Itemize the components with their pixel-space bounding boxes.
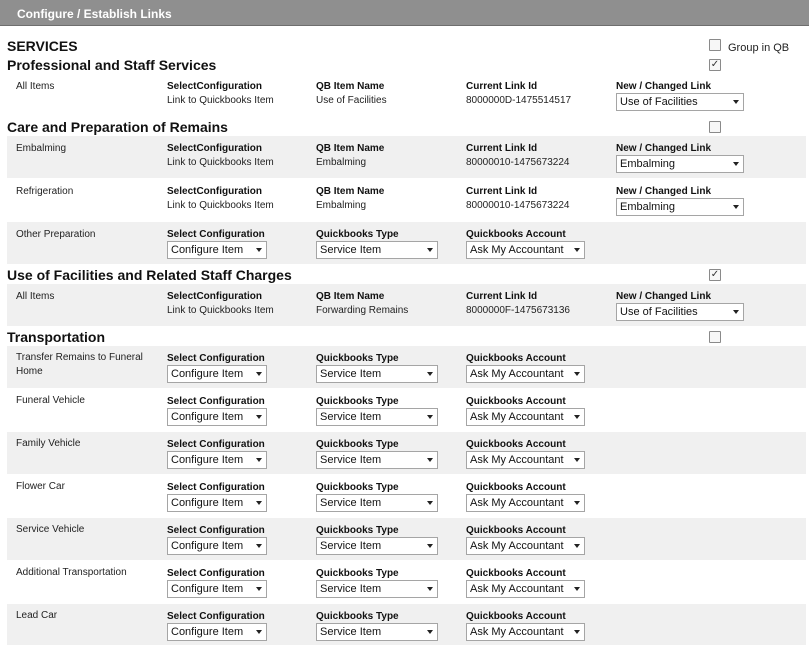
configuration-select[interactable] xyxy=(167,365,267,383)
chevron-down-icon xyxy=(256,544,262,548)
chevron-down-icon xyxy=(733,162,739,166)
new-link-select[interactable] xyxy=(616,303,744,321)
quickbooks-type-select[interactable] xyxy=(316,241,438,259)
quickbooks-account-header: Quickbooks Account xyxy=(466,229,566,240)
configuration-select-value: Configure Item xyxy=(171,244,244,256)
qb-item-name-header: QB Item Name xyxy=(316,143,385,154)
qb-item-name-header: QB Item Name xyxy=(316,291,385,302)
table-row xyxy=(7,136,806,178)
chevron-down-icon xyxy=(256,372,262,376)
item-name: Embalming xyxy=(16,143,67,154)
configuration-select-value: Configure Item xyxy=(171,626,244,638)
quickbooks-type-header: Quickbooks Type xyxy=(316,482,399,493)
table-row xyxy=(7,346,806,388)
current-link-id-value: 80000010-1475673224 xyxy=(466,200,570,211)
chevron-down-icon xyxy=(574,630,580,634)
quickbooks-account-header: Quickbooks Account xyxy=(466,396,566,407)
new-link-select[interactable] xyxy=(616,93,744,111)
section-group-checkbox-use-of-facilities[interactable]: ✓ xyxy=(710,269,720,280)
chevron-down-icon xyxy=(733,205,739,209)
select-configuration-header: Select Configuration xyxy=(167,439,265,450)
table-row xyxy=(7,222,806,264)
chevron-down-icon xyxy=(427,415,433,419)
chevron-down-icon xyxy=(427,372,433,376)
quickbooks-account-select[interactable] xyxy=(466,494,585,512)
configuration-select[interactable] xyxy=(167,494,267,512)
table-row xyxy=(7,432,806,474)
quickbooks-type-select[interactable] xyxy=(316,408,438,426)
chevron-down-icon xyxy=(427,458,433,462)
chevron-down-icon xyxy=(256,587,262,591)
table-row xyxy=(7,179,806,221)
new-changed-link-header: New / Changed Link xyxy=(616,81,712,92)
chevron-down-icon xyxy=(256,630,262,634)
quickbooks-type-header: Quickbooks Type xyxy=(316,353,399,364)
chevron-down-icon xyxy=(256,248,262,252)
quickbooks-type-header: Quickbooks Type xyxy=(316,396,399,407)
chevron-down-icon xyxy=(574,501,580,505)
chevron-down-icon xyxy=(256,501,262,505)
table-row xyxy=(7,284,806,326)
quickbooks-account-select[interactable] xyxy=(466,408,585,426)
table-row xyxy=(7,518,806,560)
qb-item-name-value: Embalming xyxy=(316,157,367,168)
current-link-id-header: Current Link Id xyxy=(466,291,538,302)
quickbooks-type-select-value: Service Item xyxy=(320,454,382,466)
quickbooks-type-header: Quickbooks Type xyxy=(316,525,399,536)
quickbooks-account-header: Quickbooks Account xyxy=(466,353,566,364)
select-configuration-header: SelectConfiguration xyxy=(167,81,263,92)
table-row xyxy=(7,561,806,603)
quickbooks-account-header: Quickbooks Account xyxy=(466,568,566,579)
item-name: Funeral Vehicle xyxy=(16,395,85,406)
item-name: Other Preparation xyxy=(16,229,96,240)
quickbooks-account-select[interactable] xyxy=(466,580,585,598)
quickbooks-type-select-value: Service Item xyxy=(320,583,382,595)
quickbooks-account-select-value: Ask My Accountant xyxy=(470,244,564,256)
new-link-select-value: Embalming xyxy=(620,201,676,213)
current-link-id-value: 80000010-1475673224 xyxy=(466,157,570,168)
new-link-select[interactable] xyxy=(616,155,744,173)
qb-item-name-value: Embalming xyxy=(316,200,367,211)
chevron-down-icon xyxy=(427,501,433,505)
item-name: Transfer Remains to Funeral Home xyxy=(16,352,143,377)
quickbooks-account-select[interactable] xyxy=(466,451,585,469)
table-row xyxy=(7,389,806,431)
chevron-down-icon xyxy=(574,458,580,462)
configuration-select-value: Configure Item xyxy=(171,454,244,466)
new-link-select-value: Embalming xyxy=(620,158,676,170)
current-link-id-value: 8000000F-1475673136 xyxy=(466,305,570,316)
select-configuration-header: Select Configuration xyxy=(167,482,265,493)
quickbooks-type-select-value: Service Item xyxy=(320,368,382,380)
section-group-checkbox-transportation[interactable] xyxy=(709,331,721,343)
group-in-qb-label: Group in QB xyxy=(728,42,790,54)
item-name: Refrigeration xyxy=(16,186,74,197)
configuration-value: Link to Quickbooks Item xyxy=(167,305,274,316)
quickbooks-type-header: Quickbooks Type xyxy=(316,611,399,622)
chevron-down-icon xyxy=(427,587,433,591)
configuration-select[interactable] xyxy=(167,623,267,641)
current-link-id-header: Current Link Id xyxy=(466,81,538,92)
qb-item-name-value: Forwarding Remains xyxy=(316,305,409,316)
quickbooks-account-select-value: Ask My Accountant xyxy=(470,626,564,638)
quickbooks-type-select-value: Service Item xyxy=(320,540,382,552)
quickbooks-account-select-value: Ask My Accountant xyxy=(470,411,564,423)
configuration-select[interactable] xyxy=(167,241,267,259)
item-name: All Items xyxy=(16,81,55,92)
chevron-down-icon xyxy=(427,544,433,548)
item-name: Service Vehicle xyxy=(16,524,85,535)
chevron-down-icon xyxy=(574,372,580,376)
new-link-select-value: Use of Facilities xyxy=(620,96,698,108)
quickbooks-account-header: Quickbooks Account xyxy=(466,611,566,622)
chevron-down-icon xyxy=(427,630,433,634)
quickbooks-type-header: Quickbooks Type xyxy=(316,229,399,240)
select-configuration-header: SelectConfiguration xyxy=(167,186,263,197)
qb-item-name-value: Use of Facilities xyxy=(316,95,387,106)
quickbooks-type-select[interactable] xyxy=(316,580,438,598)
quickbooks-account-select-value: Ask My Accountant xyxy=(470,497,564,509)
quickbooks-type-select[interactable] xyxy=(316,365,438,383)
quickbooks-type-select-value: Service Item xyxy=(320,411,382,423)
item-name: Lead Car xyxy=(16,610,58,621)
new-link-select[interactable] xyxy=(616,198,744,216)
current-link-id-header: Current Link Id xyxy=(466,143,538,154)
table-row xyxy=(7,475,806,517)
chevron-down-icon xyxy=(256,458,262,462)
chevron-down-icon xyxy=(733,100,739,104)
quickbooks-type-select[interactable] xyxy=(316,537,438,555)
configuration-select[interactable] xyxy=(167,580,267,598)
select-configuration-header: SelectConfiguration xyxy=(167,291,263,302)
quickbooks-account-select-value: Ask My Accountant xyxy=(470,583,564,595)
section-group-checkbox-professional-staff-services[interactable]: ✓ xyxy=(710,59,720,70)
window-title-bar xyxy=(0,0,809,26)
select-configuration-header: Select Configuration xyxy=(167,396,265,407)
configuration-select-value: Configure Item xyxy=(171,583,244,595)
quickbooks-account-header: Quickbooks Account xyxy=(466,482,566,493)
services-title: SERVICES xyxy=(7,38,78,54)
chevron-down-icon xyxy=(574,587,580,591)
configuration-value: Link to Quickbooks Item xyxy=(167,200,274,211)
current-link-id-value: 8000000D-1475514517 xyxy=(466,95,572,106)
select-configuration-header: Select Configuration xyxy=(167,611,265,622)
quickbooks-account-header: Quickbooks Account xyxy=(466,439,566,450)
item-name: Additional Transportation xyxy=(16,567,127,578)
window-title: Configure / Establish Links xyxy=(17,7,172,21)
quickbooks-account-select[interactable] xyxy=(466,241,585,259)
configuration-value: Link to Quickbooks Item xyxy=(167,157,274,168)
configuration-select-value: Configure Item xyxy=(171,540,244,552)
quickbooks-type-header: Quickbooks Type xyxy=(316,568,399,579)
table-row xyxy=(7,604,806,645)
quickbooks-type-select-value: Service Item xyxy=(320,626,382,638)
quickbooks-account-select[interactable] xyxy=(466,537,585,555)
configuration-select-value: Configure Item xyxy=(171,411,244,423)
quickbooks-type-select[interactable] xyxy=(316,623,438,641)
new-changed-link-header: New / Changed Link xyxy=(616,291,712,302)
item-name: Flower Car xyxy=(16,481,65,492)
chevron-down-icon xyxy=(574,544,580,548)
select-configuration-header: Select Configuration xyxy=(167,229,265,240)
chevron-down-icon xyxy=(574,248,580,252)
quickbooks-account-select-value: Ask My Accountant xyxy=(470,454,564,466)
quickbooks-account-select[interactable] xyxy=(466,623,585,641)
select-configuration-header: Select Configuration xyxy=(167,353,265,364)
select-configuration-header: Select Configuration xyxy=(167,568,265,579)
table-row xyxy=(7,76,806,118)
configuration-select[interactable] xyxy=(167,451,267,469)
qb-item-name-header: QB Item Name xyxy=(316,81,385,92)
chevron-down-icon xyxy=(574,415,580,419)
item-name: Family Vehicle xyxy=(16,438,81,449)
configuration-select[interactable] xyxy=(167,537,267,555)
qb-item-name-header: QB Item Name xyxy=(316,186,385,197)
section-title-care-preparation-remains: Care and Preparation of Remains xyxy=(7,119,228,135)
new-changed-link-header: New / Changed Link xyxy=(616,143,712,154)
configure-links-panel xyxy=(0,26,809,645)
new-changed-link-header: New / Changed Link xyxy=(616,186,712,197)
section-group-checkbox-care-preparation-remains[interactable] xyxy=(709,121,721,133)
configuration-select-value: Configure Item xyxy=(171,497,244,509)
configuration-select-value: Configure Item xyxy=(171,368,244,380)
section-title-use-of-facilities: Use of Facilities and Related Staff Charges xyxy=(7,267,292,283)
group-in-qb-checkbox[interactable] xyxy=(709,39,721,51)
current-link-id-header: Current Link Id xyxy=(466,186,538,197)
quickbooks-account-select[interactable] xyxy=(466,365,585,383)
select-configuration-header: SelectConfiguration xyxy=(167,143,263,154)
quickbooks-type-select-value: Service Item xyxy=(320,244,382,256)
quickbooks-type-select[interactable] xyxy=(316,451,438,469)
section-title-professional-staff-services: Professional and Staff Services xyxy=(7,57,217,73)
item-name: All Items xyxy=(16,291,55,302)
new-link-select-value: Use of Facilities xyxy=(620,306,698,318)
quickbooks-type-header: Quickbooks Type xyxy=(316,439,399,450)
chevron-down-icon xyxy=(256,415,262,419)
select-configuration-header: Select Configuration xyxy=(167,525,265,536)
quickbooks-account-header: Quickbooks Account xyxy=(466,525,566,536)
chevron-down-icon xyxy=(427,248,433,252)
section-title-transportation: Transportation xyxy=(7,329,106,345)
configuration-value: Link to Quickbooks Item xyxy=(167,95,274,106)
quickbooks-type-select-value: Service Item xyxy=(320,497,382,509)
quickbooks-account-select-value: Ask My Accountant xyxy=(470,540,564,552)
quickbooks-type-select[interactable] xyxy=(316,494,438,512)
chevron-down-icon xyxy=(733,310,739,314)
configuration-select[interactable] xyxy=(167,408,267,426)
quickbooks-account-select-value: Ask My Accountant xyxy=(470,368,564,380)
